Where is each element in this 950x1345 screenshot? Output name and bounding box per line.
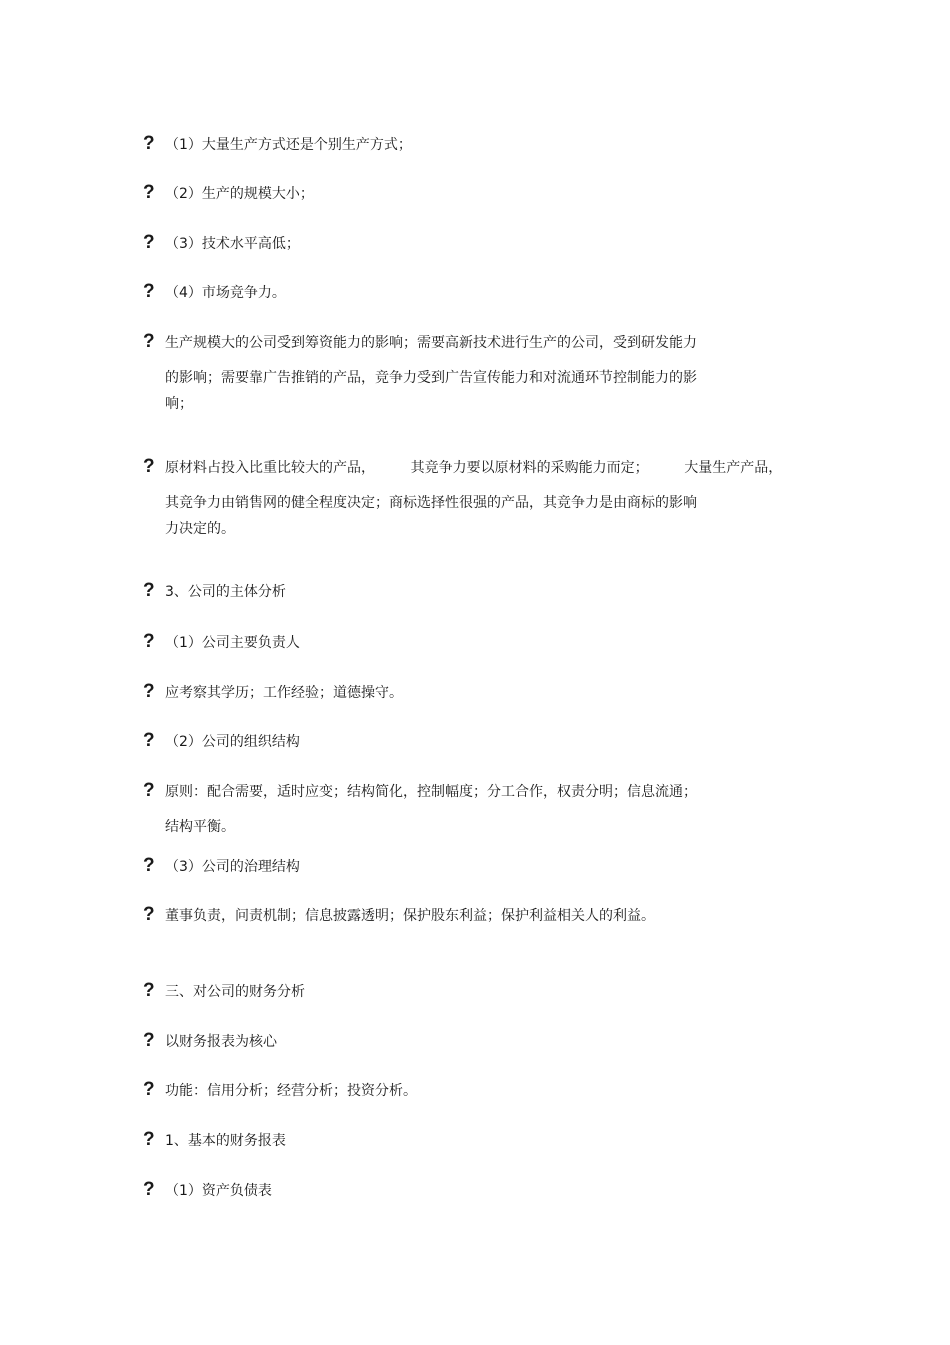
bullet-marker: ? [143,855,155,876]
bullet-marker: ? [143,456,155,477]
bullet-marker: ? [143,1030,155,1051]
list-item-text: （3）技术水平高低； [165,236,300,252]
list-item-text: 董事负责，问责机制；信息披露透明；保护股东利益；保护利益相关人的利益。 [165,908,655,924]
list-item-text: 以财务报表为核心 [165,1034,277,1050]
list-item-text: 其竞争力由销售网的健全程度决定；商标选择性很强的产品，其竞争力是由商标的影响 [165,495,697,511]
list-item-text: 生产规模大的公司受到筹资能力的影响；需要高新技术进行生产的公司，受到研发能力 [165,335,697,351]
list-item-text: 力决定的。 [165,521,235,537]
list-item-text: 响； [165,396,193,412]
bullet-marker: ? [143,281,155,302]
list-item-text: （1）公司主要负责人 [165,635,300,651]
bullet-marker: ? [143,904,155,925]
bullet-marker: ? [143,730,155,751]
bullet-marker: ? [143,631,155,652]
bullet-marker: ? [143,980,155,1001]
list-item-text: 应考察其学历；工作经验；道德操守。 [165,685,403,701]
list-item-text: 3、公司的主体分析 [165,584,286,600]
list-item-text: （4）市场竞争力。 [165,285,286,301]
bullet-marker: ? [143,232,155,253]
bullet-marker: ? [143,1079,155,1100]
list-item-text: 1、基本的财务报表 [165,1133,286,1149]
list-item-text: （2）生产的规模大小； [165,186,314,202]
bullet-marker: ? [143,1179,155,1200]
list-item-text: 的影响；需要靠广告推销的产品，竞争力受到广告宣传能力和对流通环节控制能力的影 [165,370,697,386]
list-item-text: （2）公司的组织结构 [165,734,300,750]
bullet-marker: ? [143,182,155,203]
list-item-text: （1）大量生产方式还是个别生产方式； [165,137,412,153]
list-item-text: （3）公司的治理结构 [165,859,300,875]
list-item-text: 三、对公司的财务分析 [165,984,305,1000]
bullet-marker: ? [143,331,155,352]
bullet-marker: ? [143,1129,155,1150]
list-item-text: 功能：信用分析；经营分析；投资分析。 [165,1083,417,1099]
bullet-marker: ? [143,780,155,801]
bullet-marker: ? [143,580,155,601]
bullet-marker: ? [143,681,155,702]
list-item-text: 原则：配合需要，适时应变；结构简化，控制幅度；分工合作，权责分明；信息流通； [165,784,697,800]
list-item-text: 原材料占投入比重比较大的产品， 其竞争力要以原材料的采购能力而定； 大量生产产品， [165,460,783,476]
list-item-text: （1）资产负债表 [165,1183,272,1199]
bullet-marker: ? [143,133,155,154]
list-item-text: 结构平衡。 [165,819,235,835]
